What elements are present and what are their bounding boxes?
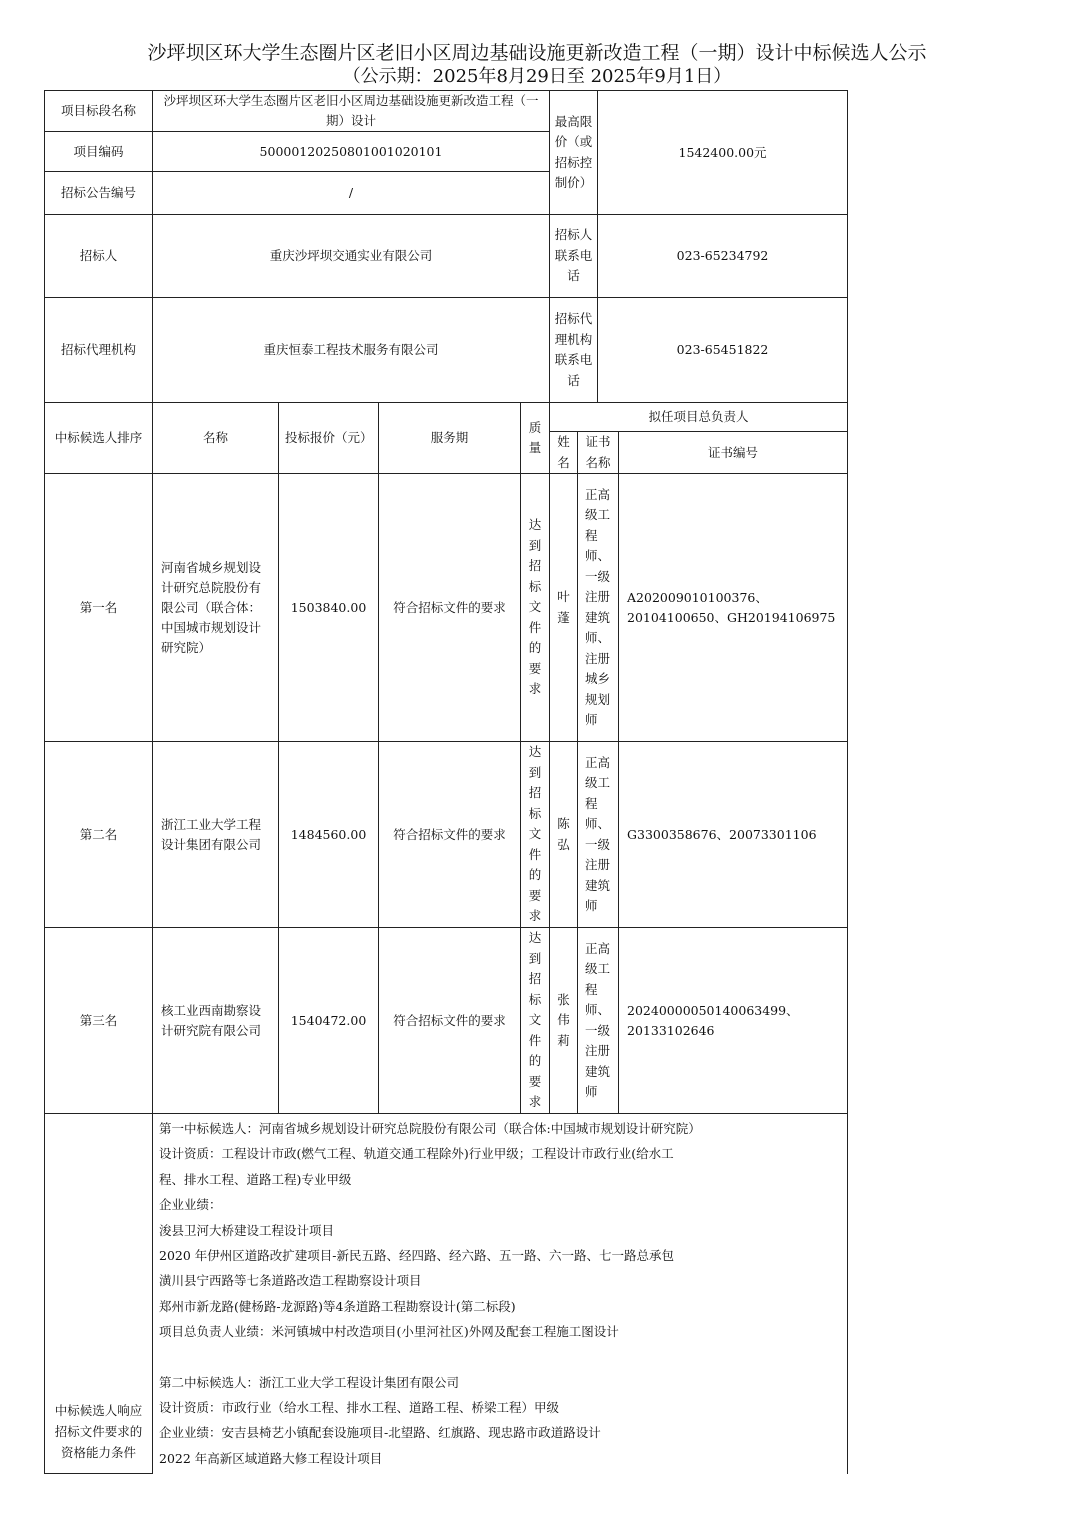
- candidate-price: 1484560.00: [279, 742, 379, 928]
- notice-number-label: 招标公告编号: [45, 172, 153, 215]
- header-project-manager: 拟任项目总负责人: [550, 403, 848, 432]
- candidate-rank: 第三名: [45, 928, 153, 1114]
- tenderer-phone-value: 023-65234792: [598, 215, 848, 298]
- candidate-rank: 第二名: [45, 742, 153, 928]
- candidate-manager-name: 张伟莉: [550, 928, 578, 1114]
- publicity-period: （公示期：2025年8月29日至 2025年9月1日）: [342, 66, 732, 87]
- candidate-quality: 达到招标文件的要求: [521, 742, 550, 928]
- requirements-line: [159, 1345, 841, 1370]
- candidate-manager-name: 陈弘: [550, 742, 578, 928]
- candidate-row: [45, 928, 848, 1114]
- tenderer-value: 重庆沙坪坝交通实业有限公司: [153, 215, 550, 298]
- candidate-name: 核工业西南勘察设计研究院有限公司: [153, 928, 279, 1114]
- header-person-name: 姓名: [550, 432, 578, 474]
- header-price: 投标报价（元）: [279, 403, 379, 474]
- requirements-line: 企业业绩：: [159, 1197, 222, 1213]
- requirements-line: 设计资质：市政行业（给水工程、排水工程、道路工程、桥梁工程）甲级: [159, 1400, 560, 1416]
- header-name: 名称: [153, 403, 279, 474]
- candidate-cert-name: 正高级工程师、一级注册建筑师: [578, 742, 619, 928]
- requirements-line: 程、排水工程、道路工程)专业甲级: [159, 1171, 352, 1187]
- header-cert-name: 证书名称: [578, 432, 619, 474]
- requirements-text: [153, 1114, 848, 1474]
- candidate-row: [45, 474, 848, 742]
- section-name-value: 沙坪坝区环大学生态圈片区老旧小区周边基础设施更新改造工程（一期）设计: [153, 91, 550, 132]
- max-price-label: 最高限价（或招标控制价）: [550, 91, 598, 215]
- notice-number-value: /: [153, 172, 550, 215]
- requirements-line: 郑州市新龙路(健杨路-龙源路)等4条道路工程勘察设计(第二标段): [159, 1298, 516, 1314]
- candidate-service-period: 符合招标文件的要求: [379, 928, 521, 1114]
- requirements-line: 项目总负责人业绩：米河镇城中村改造项目(小里河社区)外网及配套工程施工图设计: [159, 1324, 619, 1340]
- candidate-cert-number: 20240000050140063499、20133102646: [619, 928, 848, 1114]
- candidate-row: [45, 742, 848, 928]
- max-price-value: 1542400.00元: [598, 91, 848, 215]
- candidate-cert-name: 正高级工程师、一级注册建筑师: [578, 928, 619, 1114]
- tenderer-phone-label: 招标人联系电话: [550, 215, 598, 298]
- candidate-service-period: 符合招标文件的要求: [379, 474, 521, 742]
- requirements-line: 潢川县宁西路等七条道路改造工程勘察设计项目: [159, 1273, 422, 1289]
- agency-phone-label: 招标代理机构联系电话: [550, 298, 598, 403]
- requirements-label: 中标候选人响应招标文件要求的资格能力条件: [45, 1114, 153, 1474]
- candidate-quality: 达到招标文件的要求: [521, 928, 550, 1114]
- header-rank: 中标候选人排序: [45, 403, 153, 474]
- candidate-quality: 达到招标文件的要求: [521, 474, 550, 742]
- requirements-line: 企业业绩：安吉县椅艺小镇配套设施项目-北望路、红旗路、现忠路市政道路设计: [159, 1425, 601, 1441]
- page-title: 沙坪坝区环大学生态圈片区老旧小区周边基础设施更新改造工程（一期）设计中标候选人公示: [147, 42, 927, 64]
- candidate-price: 1540472.00: [279, 928, 379, 1114]
- section-name-label: 项目标段名称: [45, 91, 153, 132]
- header-service-period: 服务期: [379, 403, 521, 474]
- agency-value: 重庆恒泰工程技术服务有限公司: [153, 298, 550, 403]
- header-cert-number: 证书编号: [619, 432, 848, 474]
- requirements-line: 浚县卫河大桥建设工程设计项目: [159, 1222, 335, 1238]
- candidate-service-period: 符合招标文件的要求: [379, 742, 521, 928]
- candidate-price: 1503840.00: [279, 474, 379, 742]
- project-code-value: 500001202508010010201​01: [153, 132, 550, 172]
- requirements-line: 设计资质：工程设计市政(燃气工程、轨道交通工程除外)行业甲级；工程设计市政行业(给水工: [159, 1146, 674, 1162]
- project-code-label: 项目编码: [45, 132, 153, 172]
- requirements-line: 第二中标候选人：浙江工业大学工程设计集团有限公司: [159, 1374, 460, 1390]
- candidate-manager-name: 叶蓬: [550, 474, 578, 742]
- requirements-line: 第一中标候选人：河南省城乡规划设计研究总院股份有限公司（联合体:中国城市规划设计研究院）: [159, 1121, 701, 1136]
- bid-candidates-table: [44, 90, 848, 1474]
- candidate-cert-name: 正高级工程师、一级注册建筑师、注册城乡规划师: [578, 474, 619, 742]
- candidate-cert-number: A202009010100376、20104100650、GH20194106975: [619, 474, 848, 742]
- requirements-line: 2022 年高新区域道路大修工程设计项目: [159, 1450, 383, 1466]
- tenderer-label: 招标人: [45, 215, 153, 298]
- header-quality: 质量: [521, 403, 550, 474]
- candidate-rank: 第一名: [45, 474, 153, 742]
- requirements-line: 2020 年伊州区道路改扩建项目-新民五路、经四路、经六路、五一路、六一路、七一路总承包: [159, 1248, 675, 1264]
- candidate-name: 浙江工业大学工程设计集团有限公司: [153, 742, 279, 928]
- candidate-name: 河南省城乡规划设计研究总院股份有限公司（联合体：中国城市规划设计研究院）: [153, 474, 279, 742]
- candidate-cert-number: G3300358676、20073301106: [619, 742, 848, 928]
- agency-phone-value: 023-65451822: [598, 298, 848, 403]
- agency-label: 招标代理机构: [45, 298, 153, 403]
